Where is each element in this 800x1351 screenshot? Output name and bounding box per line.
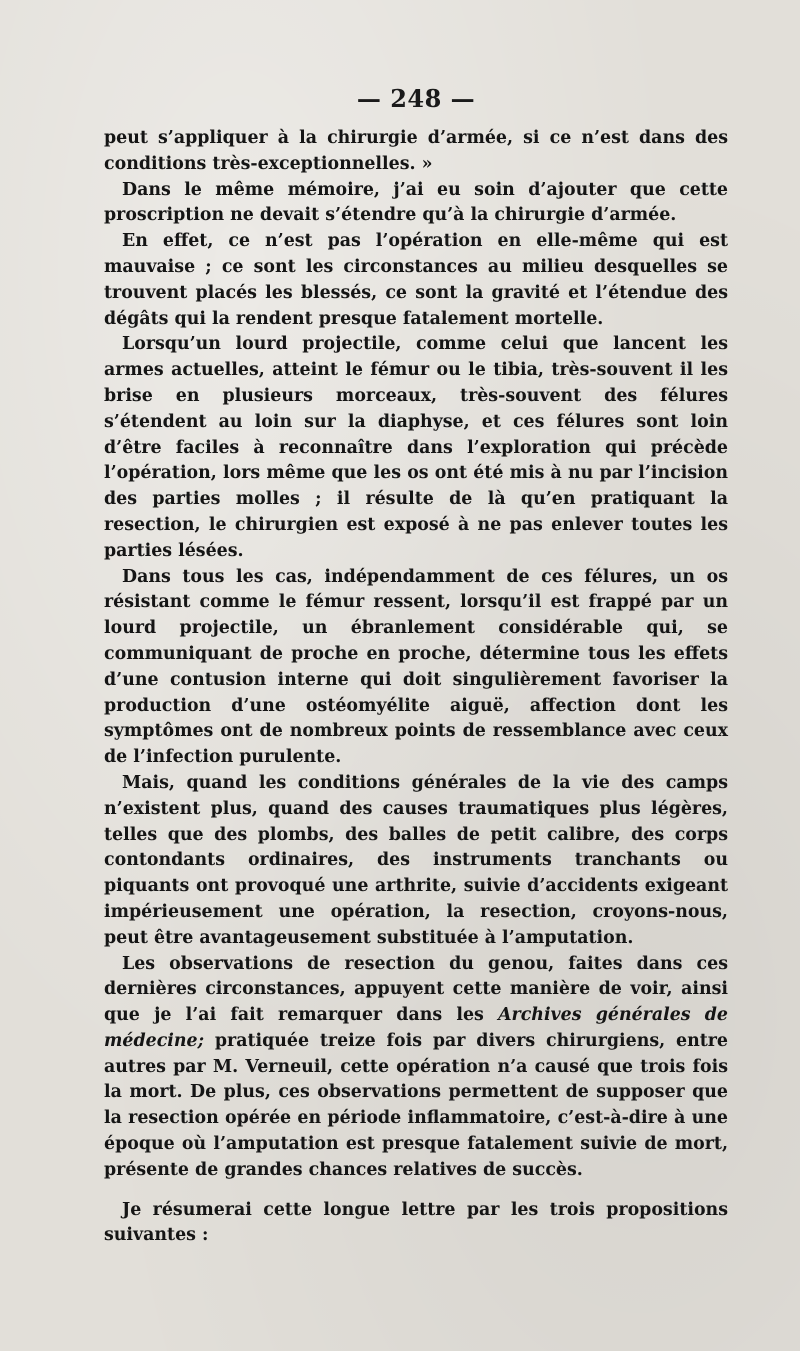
paragraph: Dans le même mémoire, j’ai eu soin d’ajouter que cette proscription ne devait s’étendre qu’à la chirurgie d’armée.	[104, 179, 728, 226]
paragraph: Dans tous les cas, indépendamment de ces félures, un os résistant comme le fémur ressent, lorsqu’il est frappé par un lourd projectile, un ébranlement considérable qui, se communiquant de proche en proche, détermine tous les effets d’une contusion interne qui doit singulièrement favoriser la production d’une ostéomyélite aiguë, affection dont les symptômes ont de nombreux points de ressemblance avec ceux de l’infection purulente.	[104, 566, 728, 768]
paragraph: Lorsqu’un lourd projectile, comme celui que lancent les armes actuelles, atteint le fémur ou le tibia, très-souvent il les brise en plusieurs morceaux, très-souvent des félures s’étendent au loin sur la diaphyse, et ces félures sont loin d’être faciles à reconnaître dans l’exploration qui précède l’opération, lors même que les os ont été mis à nu par l’incision des parties molles ; il résulte de là qu’en pratiquant la resection, le chirurgien est exposé à ne pas enlever toutes les parties lésées.	[104, 334, 728, 561]
paragraph: En effet, ce n’est pas l’opération en elle-même qui est mauvaise ; ce sont les circonstances au milieu desquelles se trouvent placés les blessés, ce sont la gravité et l’étendue des dégâts qui la rendent presque fatalement mortelle.	[104, 231, 728, 329]
paragraph-text-start: Les observations de resection du genou, faites dans ces dernières circonstances, appuyent cette manière de voir, ainsi que je l’ai fait remarquer dans les	[104, 953, 728, 1026]
journal-title: Archives générales de médecine;	[104, 1005, 728, 1051]
paragraph: Mais, quand les conditions générales de la vie des camps n’existent plus, quand des causes traumatiques plus légères, telles que des plombs, des balles de petit calibre, des corps contondants ordinaires, des instruments tranchants ou piquants ont provoqué une arthrite, suivie d’accidents exigeant impérieusement une opération, la resection, croyons-nous, peut être avantageusement substituée à l’amputation.	[104, 772, 728, 948]
paragraph-text-end: pratiquée treize fois par divers chirurgiens, entre autres par M. Verneuil, cette opération n’a causé que trois fois la mort. De plus, ces observations permettent de supposer que la resection opérée en période inflammatoire, c’est-à-dire à une époque où l’amputation est presque fatalement suivie de mort, présente de grandes chances relatives de succès.	[104, 1030, 728, 1180]
page-number: — 248 —	[356, 84, 476, 113]
paragraph-continuation: peut s’appliquer à la chirurgie d’armée, si ce n’est dans des conditions très-exceptionnelles. »	[104, 128, 728, 174]
paragraph-with-citation	[104, 952, 728, 1184]
paragraph-closing: Je résumerai cette longue lettre par les trois propositions suivantes :	[104, 1199, 728, 1246]
body-text	[104, 126, 728, 1249]
